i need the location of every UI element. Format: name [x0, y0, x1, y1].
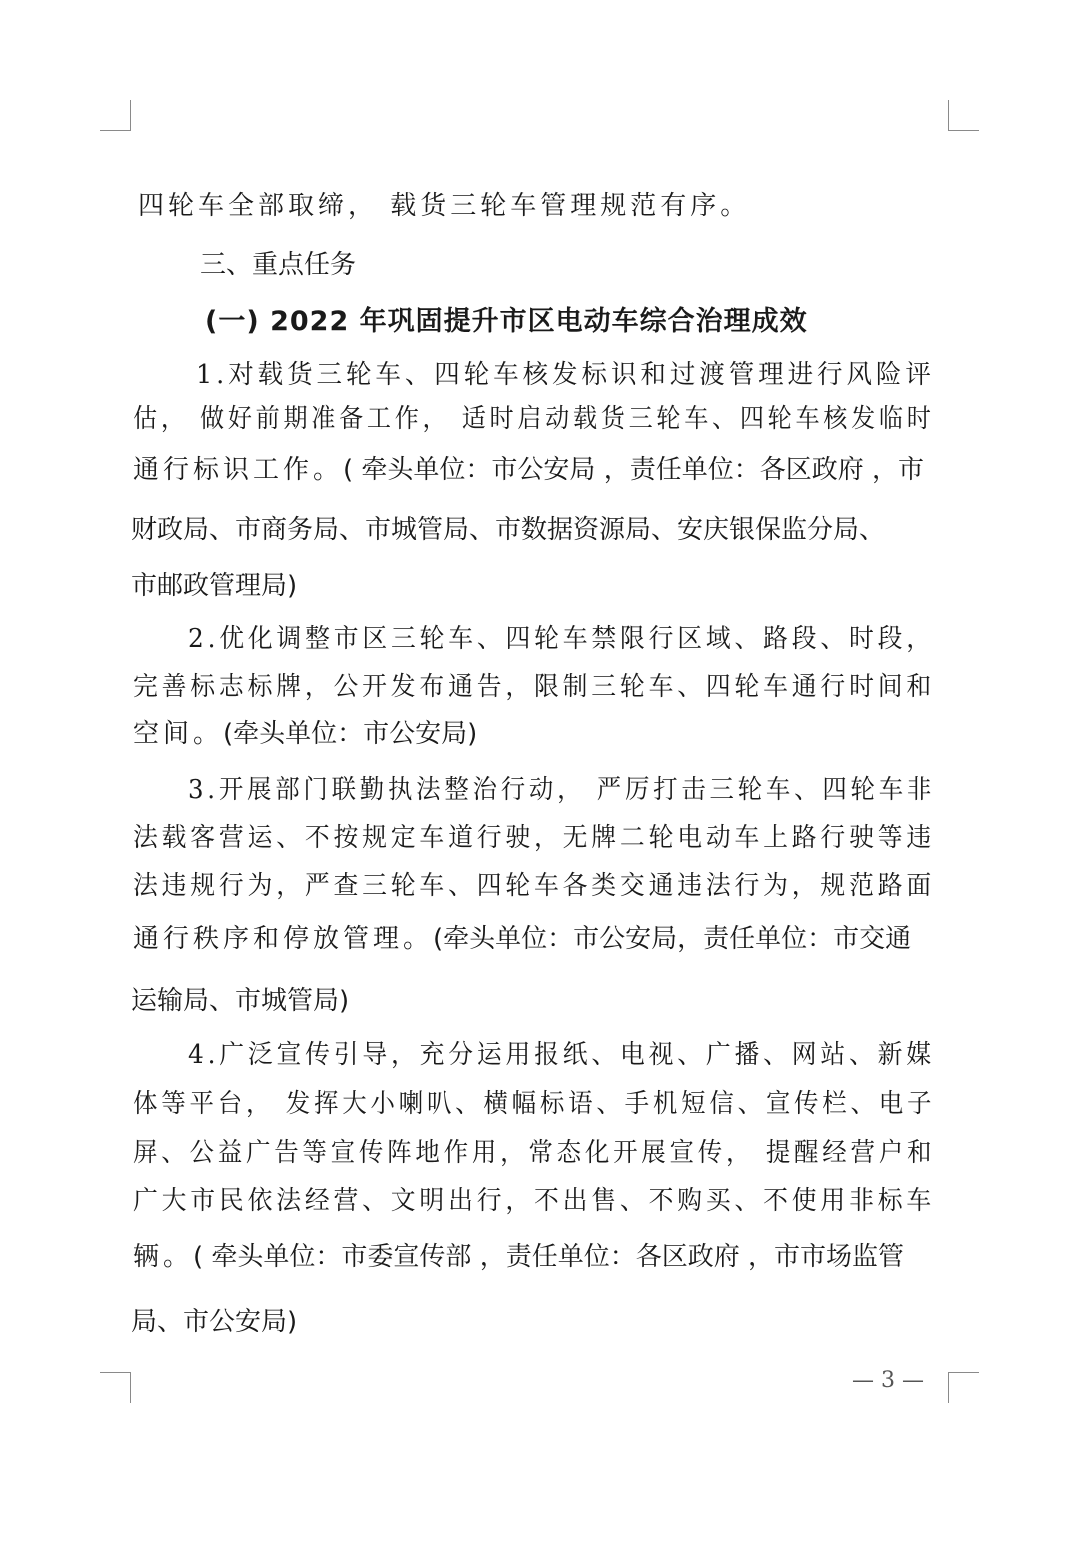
crop-mark-top-right-h — [948, 130, 979, 131]
text-segment: ( 牵头单位：市公安局 ，责任单位：各区政府 ，市 — [343, 455, 924, 485]
text-line — [133, 1136, 935, 1170]
text-segment: 4.广泛宣传引导，充分运用报纸、电视、广播、网站、新媒 — [188, 1040, 935, 1070]
text-line — [133, 821, 935, 855]
text-line — [138, 189, 750, 223]
crop-mark-bottom-left-v — [130, 1372, 131, 1403]
text-line — [133, 869, 935, 903]
text-line — [133, 1240, 904, 1274]
text-segment: 屏、公益广告等宣传阵地作用，常态化开展宣传， 提醒经营户和 — [133, 1138, 936, 1168]
text-segment: 通行秩序和停放管理。 — [133, 924, 434, 954]
text-line — [131, 984, 349, 1018]
text-line — [131, 1305, 297, 1339]
text-segment: 局、市公安局) — [131, 1307, 298, 1337]
text-segment: 法违规行为，严查三轮车、四轮车各类交通违法行为，规范路面 — [133, 871, 936, 901]
text-line — [133, 453, 924, 487]
text-segment: (一) 2022 年巩固提升市区电动车综合治理成效 — [205, 306, 808, 337]
text-segment: 三、重点任务 — [200, 250, 357, 280]
text-line — [133, 1184, 935, 1218]
text-segment: 财政局、市商务局、市城管局、市数据资源局、安庆银保监分局、 — [131, 515, 886, 545]
text-line — [131, 569, 297, 603]
text-line — [196, 358, 935, 392]
text-segment: 体等平台， 发挥大小喇叭、横幅标语、手机短信、宣传栏、电子 — [133, 1089, 936, 1119]
crop-mark-top-right-v — [948, 100, 949, 131]
text-segment: 3.开展部门联勤执法整治行动， 严厉打击三轮车、四轮车非 — [188, 775, 936, 805]
text-line — [188, 1038, 935, 1072]
text-segment: 辆。 — [133, 1242, 194, 1272]
text-segment: 空间。 — [133, 719, 224, 749]
crop-mark-top-left-h — [100, 130, 131, 131]
crop-mark-top-left-v — [130, 100, 131, 131]
text-line — [133, 402, 935, 436]
text-segment: 运输局、市城管局) — [131, 986, 350, 1016]
text-segment: (牵头单位：市公安局) — [223, 719, 478, 749]
subsection-heading — [205, 305, 808, 339]
text-segment: 2.优化调整市区三轮车、四轮车禁限行区域、路段、时段， — [188, 624, 935, 654]
text-line — [188, 773, 935, 807]
text-segment: 1.对载货三轮车、四轮车核发标识和过渡管理进行风险评 — [196, 360, 935, 390]
text-segment: 估， 做好前期准备工作， 适时启动载货三轮车、四轮车核发临时 — [133, 404, 935, 434]
text-line — [131, 513, 885, 547]
text-line — [188, 622, 935, 656]
crop-mark-bottom-left-h — [100, 1372, 131, 1373]
text-segment: 四轮车全部取缔， 载货三轮车管理规范有序。 — [138, 191, 751, 221]
crop-mark-bottom-right-h — [948, 1372, 979, 1373]
text-segment: 法载客营运、不按规定车道行驶，无牌二轮电动车上路行驶等违 — [133, 823, 936, 853]
crop-mark-bottom-right-v — [948, 1372, 949, 1403]
text-segment: 通行标识工作。 — [133, 455, 344, 485]
text-segment: 完善标志标牌，公开发布通告，限制三轮车、四轮车通行时间和 — [133, 672, 936, 702]
text-segment: ( 牵头单位：市委宣传部 ，责任单位：各区政府 ，市市场监管 — [193, 1242, 904, 1272]
text-line — [133, 922, 911, 956]
page-number: — 3 — — [852, 1368, 924, 1393]
text-segment: 市邮政管理局) — [131, 571, 298, 601]
text-line — [133, 1087, 935, 1121]
text-line — [133, 670, 935, 704]
text-segment: (牵头单位：市公安局，责任单位：市交通 — [433, 924, 912, 954]
text-segment: 广大市民依法经营、文明出行，不出售、不购买、不使用非标车 — [133, 1186, 936, 1216]
section-heading — [200, 248, 356, 282]
text-line — [133, 717, 477, 751]
